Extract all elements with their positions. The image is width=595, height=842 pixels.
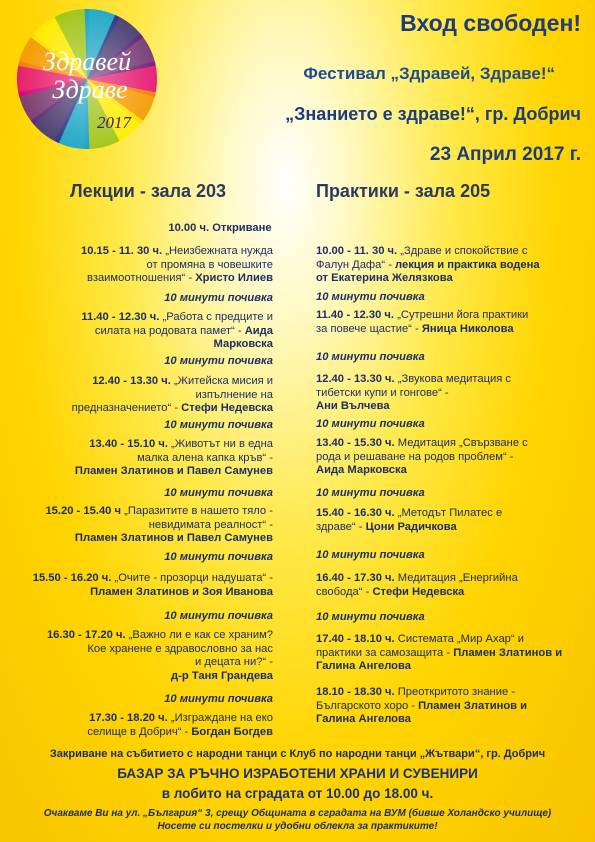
practice-item: 13.40 - 15.30 ч. Медитация „Свързване с рода и решаване на родов проблем“ - Аида Марковска [316, 437, 528, 477]
opening-time: 10.00 ч. [168, 222, 210, 234]
lecture-presenter: Пламен Златинов и Павел Самунев [74, 532, 273, 545]
lecture-presenter: Богдан Богдев [191, 725, 273, 738]
logo-line1: Здравей [42, 47, 132, 76]
lecture-item: 10.15 - 11. 30 ч. „Неизбежната нужда от промяна в човешките взаимоотношения“ - Христо Илиев [80, 245, 273, 285]
break-label: 10 минути почивка [316, 611, 425, 623]
break-label: 10 минути почивка [164, 292, 273, 304]
practice-item: 17.40 - 18.10 ч. Системата „Мир Ахар“ и практики за самозащита - Пламен Златинов и Галина Ангелова [316, 633, 563, 673]
practice-presenter: Пламен Златинов и [418, 699, 528, 712]
break-label: 10 минути почивка [316, 351, 425, 363]
lecture-item: 16.30 - 17.20 ч. „Важно ли е как се храним? Кое хранене е здравословно за нас и децата ни?“ - д-р Таня Грандева [46, 629, 273, 682]
opening-text: Откриване [212, 222, 272, 234]
lecture-presenter: Аида [244, 324, 273, 337]
break-label: 10 минути почивка [164, 693, 273, 705]
practice-item: 10.00 - 11. 30 ч. „Здраве и спокойствие с Фалун Дафа“ - лекция и практика водена от Екатерина Желязкова [316, 245, 540, 285]
lecture-item: 13.40 - 15.10 ч. „Животът ни в една малка алена капка кръв“ - Пламен Златинов и Павел Самунев [74, 438, 273, 478]
practice-presenter: Яница Николова [421, 322, 514, 335]
lecture-item: 15.20 - 15.40 ч „Паразитите в нашето тяло - невидимата реалност“ - Пламен Златинов и Павел Самунев [45, 505, 273, 545]
practice-presenter: Стефи Недевска [372, 585, 465, 598]
bazaar-heading: БАЗАР ЗА РЪЧНО ИЗРАБОТЕНИ ХРАНИ И СУВЕНИРИ [117, 766, 478, 781]
break-label: 10 минути почивка [164, 551, 273, 563]
address-note: Очакваме Ви на ул. „България“ 3, срещу Общината в сградата на ВУМ (бивше Холандско училище) [43, 808, 552, 819]
lecture-presenter: Христо Илиев [195, 272, 273, 285]
practice-presenter: Пламен Златинов и [453, 646, 563, 659]
lecture-presenter: Пламен Златинов и Зоя Иванова [90, 585, 273, 598]
festival-logo [14, 6, 160, 152]
break-label: 10 минути почивка [164, 355, 273, 367]
lecture-presenter: Пламен Златинов и Павел Самунев [74, 465, 273, 478]
break-label: 10 минути почивка [316, 291, 425, 303]
lecture-item: 12.40 - 13.30 ч. „Житейска мисия и изпълнение на предназначението“ - Стефи Недевска [71, 375, 273, 415]
lecture-item: 17.30 - 18.20 ч. „Изграждане на еко селище в Добрич“ - Богдан Богдев [87, 712, 273, 738]
practice-item: 12.40 - 13.30 ч. „Звукова медитация с тибетски купи и гонгове“ - Ани Вълчева [316, 373, 512, 413]
opening-item [140, 222, 300, 236]
break-label: 10 минути почивка [316, 418, 425, 430]
practice-item: 16.40 - 17.30 ч. Медитация „Енергийна свобода“ - Стефи Недевска [316, 572, 518, 598]
practice-presenter: Цони Радичкова [365, 520, 457, 533]
lecture-presenter: д-р Таня Грандева [171, 669, 273, 682]
practice-presenter: лекция и практика водена [395, 258, 540, 271]
event-date: 23 Април 2017 г. [429, 144, 581, 165]
motto-heading: „Знанието е здраве!“, гр. Добрич [285, 104, 581, 124]
bring-mats-note: Носете си постелки и удобни облекла за практиките! [157, 821, 438, 832]
lectures-column-title: Лекции - зала 203 [70, 181, 227, 201]
practice-item: 11.40 - 12.30 ч. „Сутрешни йога практики за повече щастие“ - Яница Николова [316, 309, 529, 335]
break-label: 10 минути почивка [316, 487, 425, 499]
break-label: 10 минути почивка [316, 549, 425, 561]
bazaar-location: в лобито на сградата от 10.00 до 18.00 ч. [161, 786, 434, 801]
practice-item: 18.10 - 18.30 ч. Преоткритото знание - Българското хоро - Пламен Златинов и Галина Ангелова [316, 686, 528, 726]
festival-title: Фестивал „Здравей, Здраве!“ [303, 64, 555, 83]
lecture-item: 15.50 - 16.20 ч. „Очите - прозорци надушата“ - Пламен Златинов и Зоя Иванова [32, 572, 273, 598]
lecture-presenter: Стефи Недевска [181, 402, 273, 415]
logo-year: 2017 [97, 113, 131, 132]
logo-line2: Здраве [52, 75, 128, 104]
closing-note: Закриване на събитието с народни танци с Клуб по народни танци „Жътвари“, гр. Добрич [49, 748, 546, 760]
break-label: 10 минути почивка [164, 487, 273, 499]
break-label: 10 минути почивка [164, 419, 273, 431]
free-entry-heading: Вход свободен! [400, 10, 581, 36]
practice-presenter: Аида Марковска [316, 464, 407, 477]
practice-presenter: Ани Вълчева [316, 400, 390, 413]
practices-column-title: Практики - зала 205 [316, 181, 491, 201]
break-label: 10 минути почивка [164, 610, 273, 622]
lecture-item: 11.40 - 12.30 ч. „Работа с предците и силата на родовата памет“ - Аида Марковска [81, 311, 273, 351]
practice-item: 15.40 - 16.30 ч. „Методът Пилатес е здраве“ - Цони Радичкова [316, 507, 503, 533]
